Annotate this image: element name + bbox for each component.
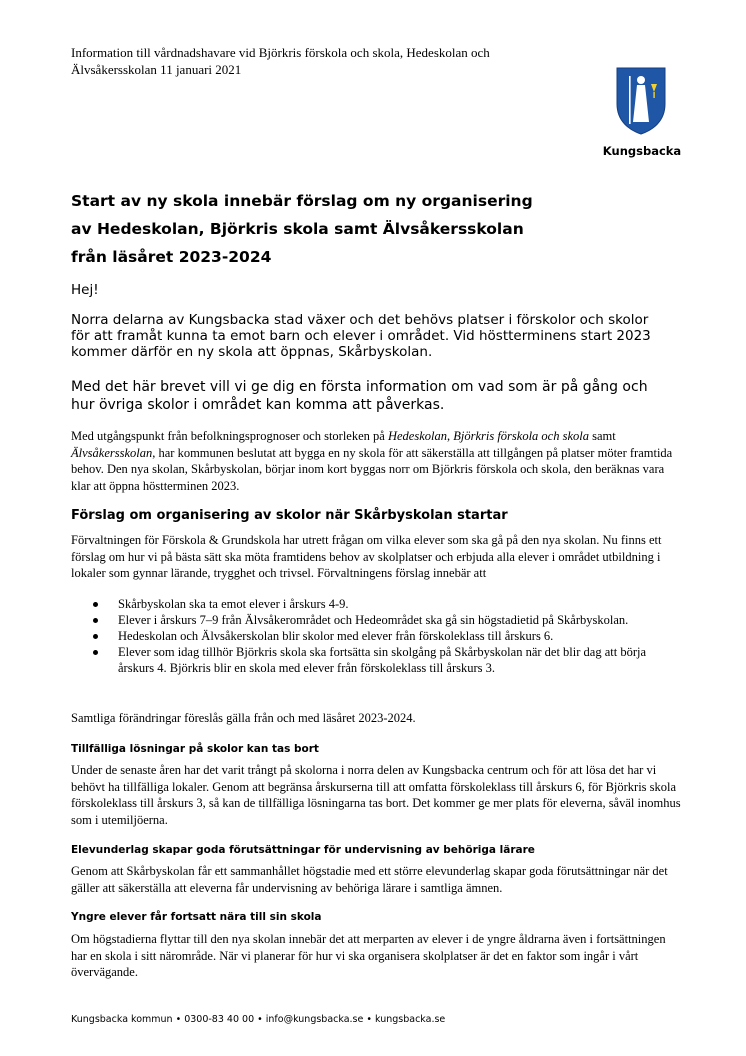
kungsbacka-logo <box>596 66 688 166</box>
header-info-line1: Information till vårdnadshavare vid Björkris förskola och skola, Hedeskolan och <box>71 45 490 60</box>
header-info <box>71 44 541 78</box>
greeting: Hej! <box>71 282 99 298</box>
logo-name: Kungsbacka <box>602 144 682 158</box>
header-info-line2: Älvsåkersskolan 11 januari 2021 <box>71 62 242 77</box>
list-item: Elever i årskurs 7–9 från Älvsåkerområdet och Hedeområdet ska gå sin högstadietid på Skårbyskolan. <box>71 612 671 628</box>
section-heading-younger: Yngre elever får fortsatt nära till sin skola <box>71 911 322 923</box>
title-line3: från läsåret 2023-2024 <box>71 248 272 266</box>
coat-of-arms-icon <box>615 66 667 136</box>
list-item: Elever som idag tillhör Björkris skola ska fortsätta sin skolgång på Skårbyskolan när det blir dag att börja årskurs 4. Björkris blir en skola med elever från förskoleklass till årskurs 3. <box>71 644 671 676</box>
section-heading-temporary: Tillfälliga lösningar på skolor kan tas bort <box>71 743 319 755</box>
intro-paragraph-2: Med det här brevet vill vi ge dig en första information om vad som är på gång och hur övriga skolor i området kan komma att påverkas. <box>71 379 648 413</box>
teachers-paragraph: Genom att Skårbyskolan får ett sammanhållet högstadie med ett större elevunderlag skapar goda förutsättningar när det gäller att säkerställa att eleverna får undervisning av behöriga lärare i samtliga ämnen. <box>71 864 668 895</box>
title-line1: Start av ny skola innebär förslag om ny organisering <box>71 192 533 210</box>
section-heading-teachers: Elevunderlag skapar goda förutsättningar för undervisning av behöriga lärare <box>71 844 535 856</box>
section-heading-organisation: Förslag om organisering av skolor när Skårbyskolan startar <box>71 508 508 523</box>
younger-paragraph: Om högstadierna flyttar till den nya skolan innebär det att merparten av elever i de yngre åldrarna även i fortsättningen har en skola i sitt närområde. När vi planerar för hur vi ska organisera skolplatser är det en faktor som ingår i vårt övervägande. <box>71 932 666 979</box>
list-item: Skårbyskolan ska ta emot elever i årskurs 4-9. <box>71 596 671 612</box>
title-line2: av Hedeskolan, Björkris skola samt Älvsåkersskolan <box>71 220 524 238</box>
temporary-paragraph: Under de senaste åren har det varit trångt på skolorna i norra delen av Kungsbacka centrum och för att lösa det har vi behövt ha tillfälliga lokaler. Genom att begränsa årskurserna till att omfatta förskoleklass till årskurs 6, för Björkris skola förskoleklass till årskurs 3, så kan de tillfälliga lösningarna tas bort. Det kommer ge mer plats för eleverna, såväl inomhus som i utemiljöerna. <box>71 763 681 827</box>
background-paragraph: Med utgångspunkt från befolkningsprognoser och storleken på Hedeskolan, Björkris förskola och skola samt Älvsåkersskolan, har kommunen beslutat att bygga en ny skola för att säkerställa att tillgången på platser möter framtida behov. Den nya skolan, Skårbyskolan, börjar inom kort byggas norr om Björkris förskola och skola, den beräknas vara klar att öppna höstterminen 2023. <box>71 429 673 493</box>
organisation-paragraph: Förvaltningen för Förskola & Grundskola har utrett frågan om vilka elever som ska gå på den nya skolan. Nu finns ett förslag om hur vi på bästa sätt ska möta framtidens behov av skolplatser och erbjuda alla elever i området utbildning i lokaler som gynnar lärande, trygghet och trivsel. Förvaltningens förslag innebär att <box>71 533 662 580</box>
proposal-list <box>71 596 671 676</box>
page-title <box>71 187 551 271</box>
closing-paragraph: Samtliga förändringar föreslås gälla från och med läsåret 2023-2024. <box>71 711 416 725</box>
footer-contact: Kungsbacka kommun • 0300-83 40 00 • info@kungsbacka.se • kungsbacka.se <box>71 1014 446 1025</box>
intro-paragraph: Norra delarna av Kungsbacka stad växer och det behövs platser i förskolor och skolor för att framåt kunna ta emot barn och elever i området. Vid höstterminens start 2023 kommer därför en ny skola att öppnas, Skårbyskolan. <box>71 312 651 360</box>
list-item: Hedeskolan och Älvsåkerskolan blir skolor med elever från förskoleklass till årskurs 6. <box>71 628 671 644</box>
